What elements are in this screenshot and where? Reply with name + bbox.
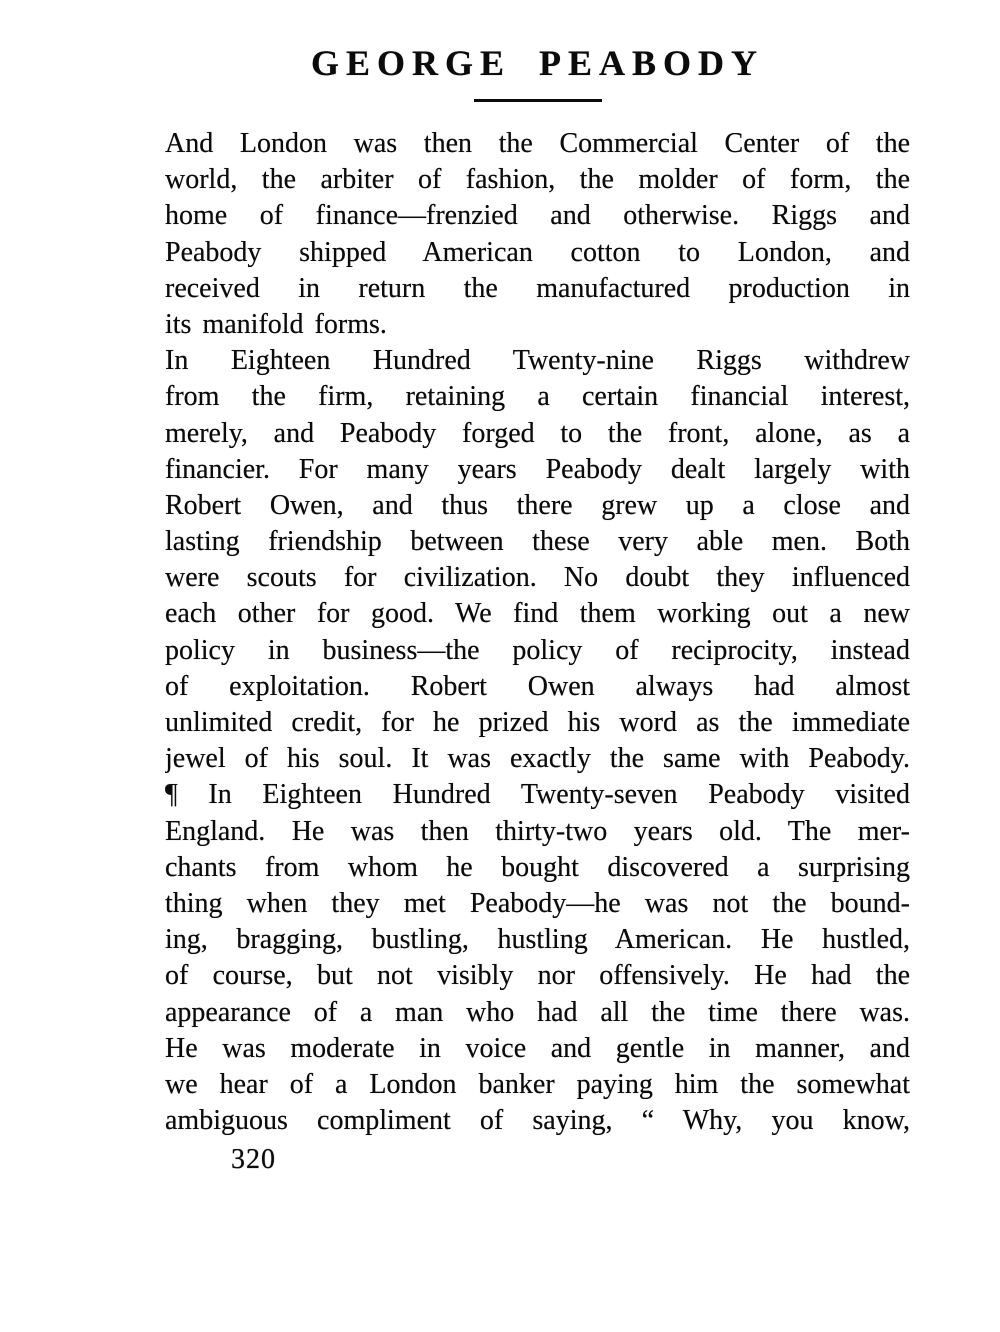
text-line: Peabody shipped American cotton to London, and <box>165 236 910 268</box>
text-line: financier. For many years Peabody dealt largely with <box>165 453 910 485</box>
text-line: its manifold forms. <box>165 308 387 340</box>
text-line: policy in business—the policy of reciprocity, instead <box>165 634 910 666</box>
text-line: England. He was then thirty-two years old. The mer- <box>165 815 910 847</box>
text-line: lasting friendship between these very able men. Both <box>165 526 910 558</box>
text-line: of course, but not visibly nor offensively. He had the <box>165 960 910 992</box>
text-line: were scouts for civilization. No doubt they influenced <box>165 562 910 594</box>
text-line: thing when they met Peabody—he was not the bound- <box>165 887 910 919</box>
text-line: ¶ In Eighteen Hundred Twenty-seven Peabody visited <box>165 779 910 811</box>
page-title: GEORGE PEABODY <box>310 43 765 83</box>
text-line: chants from whom he bought discovered a surprising <box>165 851 910 883</box>
title-rule <box>474 99 602 102</box>
text-line: we hear of a London banker paying him the somewhat <box>165 1068 910 1100</box>
text-line: world, the arbiter of fashion, the molder of form, the <box>165 164 910 196</box>
text-block <box>165 0 910 1177</box>
text-line: appearance of a man who had all the time there was. <box>165 996 910 1028</box>
text-line: merely, and Peabody forged to the front, alone, as a <box>165 417 910 449</box>
text-line: He was moderate in voice and gentle in manner, and <box>165 1032 910 1064</box>
text-line: In Eighteen Hundred Twenty-nine Riggs withdrew <box>165 345 910 377</box>
text-line: And London was then the Commercial Center of the <box>165 128 910 159</box>
text-line: received in return the manufactured production in <box>165 272 910 304</box>
body-text <box>165 126 910 1139</box>
text-line: home of finance—frenzied and otherwise. Riggs and <box>165 200 910 232</box>
text-line: each other for good. We find them working out a new <box>165 598 910 630</box>
page-number: 320 <box>231 1144 276 1176</box>
text-line: ing, bragging, bustling, hustling American. He hustled, <box>165 924 910 956</box>
text-line: from the firm, retaining a certain financial interest, <box>165 381 910 413</box>
text-line: ambiguous compliment of saying, “ Why, you know, <box>165 1105 910 1137</box>
text-line: Robert Owen, and thus there grew up a close and <box>165 489 910 521</box>
text-line: jewel of his soul. It was exactly the same with Peabody. <box>165 743 910 775</box>
text-line: unlimited credit, for he prized his word as the immediate <box>165 707 910 738</box>
text-line: of exploitation. Robert Owen always had almost <box>165 670 910 702</box>
